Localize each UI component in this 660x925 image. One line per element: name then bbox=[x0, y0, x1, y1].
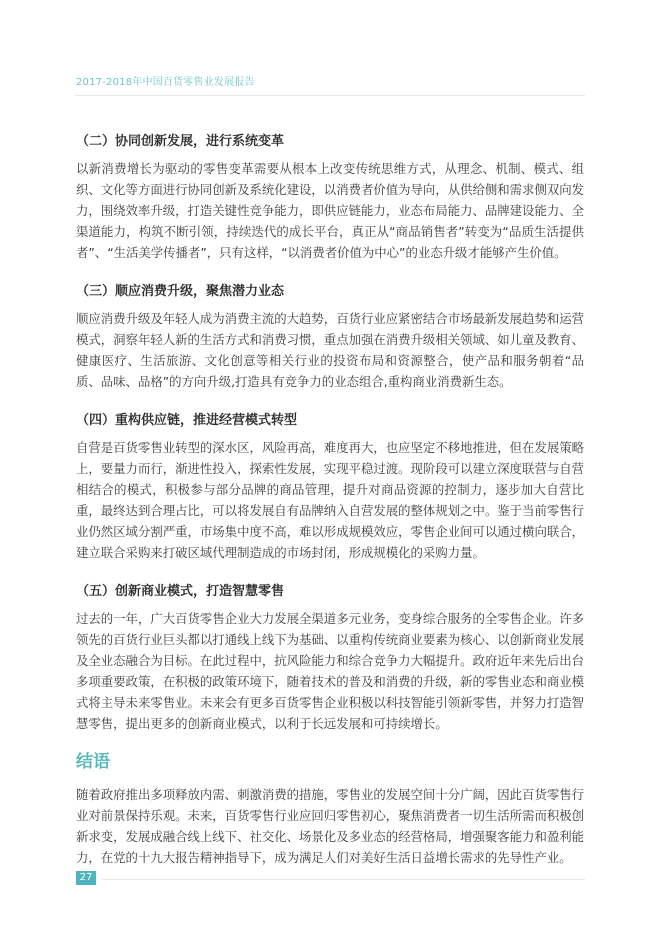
section-paragraph: 以新消费增长为驱动的零售变革需要从根本上改变传统思维方式，从理念、机制、模式、组织、文化等方面进行协同创新及系统化建设，以消费者价值为导向，从供给侧和需求侧双向发力，围绕效率升级，打造关键性竞争能力，即供应链能力，业态布局能力、品牌建设能力、全渠道能力，构筑不断引领，持续迭代的成长平台，真正从“商品销售者”转变为“品质生活提供者”、“生活美学传播者”，只有这样，“以消费者价值为中心”的业态升级才能够产生价值。 bbox=[76, 161, 585, 260]
section-heading: （四）重构供应链，推进经营模式转型 bbox=[76, 413, 298, 428]
header-divider bbox=[75, 95, 585, 96]
section-paragraph: 自营是百货零售业转型的深水区，风险再高，难度再大，也应坚定不移地推进，但在发展策略上，要量力而行，渐进性投入，探索性发展，实现平稳过渡。现阶段可以建立深度联营与自营相结合的模式，积极参与部分品牌的商品管理，提升对商品资源的控制力，逐步加大自营比重，最终达到合理占比，可以将发展自有品牌纳入自营发展的整体规划之中。鉴于当前零售行业仍然区域分割严重，市场集中度不高，难以形成规模效应，零售企业间可以通过横向联合，建立联合采购来打破区域代理制造成的市场封闭，形成规模化的采购力量。 bbox=[76, 440, 585, 560]
section-heading: （二）协同创新发展，进行系统变革 bbox=[76, 134, 285, 149]
section-paragraph: 过去的一年，广大百货零售企业大力发展全渠道多元业务，变身综合服务的全零售企业。许多领先的百货行业巨头都以打通线上线下为基础、以重构传统商业要素为核心、以创新商业发展及全业态融合为目标。在此过程中，抗风险能力和综合竞争力大幅提升。政府近年来先后出台多项重要政策，在积极的政策环境下，随着技术的普及和消费的升级，新的零售业态和商业模式将主导未来零售业。未来会有更多百货零售企业积极以科技智能引领新零售，并努力打造智慧零售，提出更多的创新商业模式，以利于长远发展和可持续增长。 bbox=[76, 611, 585, 731]
section-paragraph: 顺应消费升级及年轻人成为消费主流的大趋势，百货行业应紧密结合市场最新发展趋势和运营模式，洞察年轻人新的生活方式和消费习惯，重点加强在消费升级相关领域、如儿童及教育、健康医疗、生活旅游、文化创意等相关行业的投资布局和资源整合，使产品和服务朝着“品质、品味、品格”的方向升级,打造具有竞争力的业态组合,重构商业消费新生态。 bbox=[76, 311, 585, 389]
conclusion-paragraph: 随着政府推出多项释放内需、刺激消费的措施，零售业的发展空间十分广阔，因此百货零售行业对前景保持乐观。未来，百货零售行业应回归零售初心，聚焦消费者一切生活所需而积极创新求变，发展成融合线上线下、社交化、场景化及多业态的经营格局，增强聚客能力和盈利能力，在党的十九大报告精神指导下，成为满足人们对美好生活日益增长需求的先导性产业。 bbox=[76, 787, 585, 865]
section-heading: （五）创新商业模式，打造智慧零售 bbox=[76, 584, 285, 599]
report-header-title: 2017-2018年中国百货零售业发展报告 bbox=[76, 77, 255, 88]
conclusion-heading: 结语 bbox=[76, 752, 110, 772]
page-number: 27 bbox=[76, 871, 96, 885]
footer-divider bbox=[102, 879, 585, 880]
document-body bbox=[76, 132, 584, 887]
section-heading: （三）顺应消费升级，聚焦潜力业态 bbox=[76, 284, 285, 299]
